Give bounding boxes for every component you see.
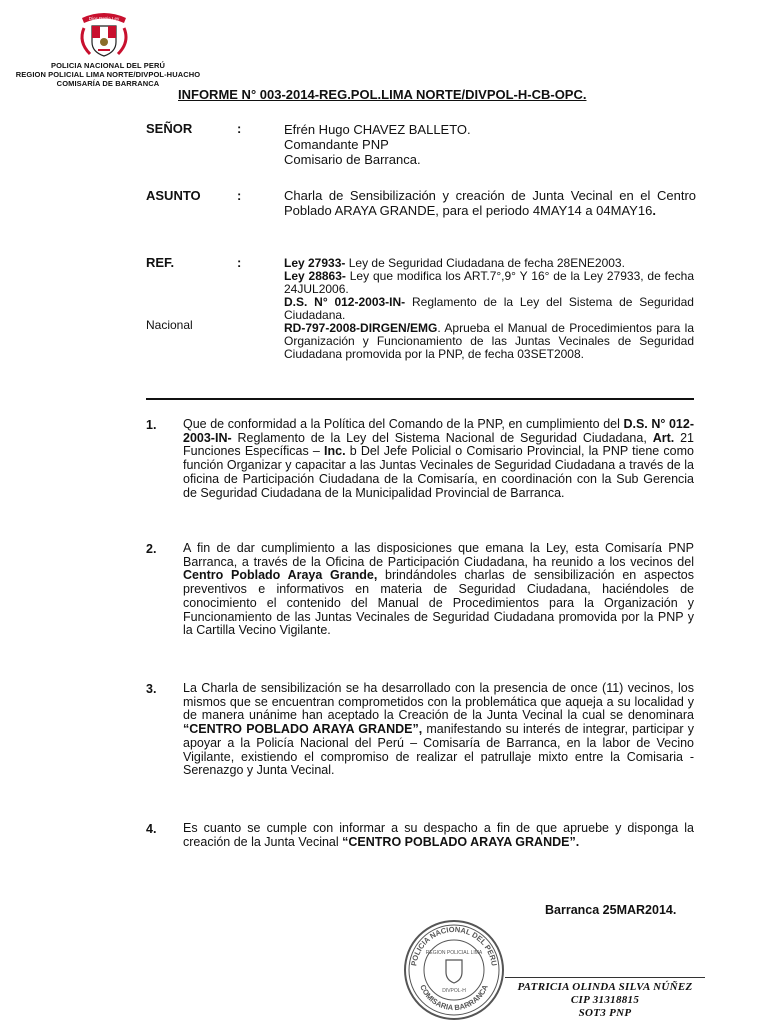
emblem-wreath-left xyxy=(82,28,90,54)
header-region: REGION POLICIAL LIMA NORTE/DIVPOL-HUACHO xyxy=(15,70,201,79)
header-institution: POLICIA NACIONAL DEL PERÚ xyxy=(50,61,166,70)
item-1-bold-ds: D.S. N° 012-2003-IN- xyxy=(183,417,694,445)
ref-item-ley-27933-text: Ley de Seguridad Ciudadana de fecha 28ENE2003. xyxy=(345,256,625,270)
section-divider xyxy=(146,398,694,400)
report-title: INFORME N° 003-2014-REG.POL.LIMA NORTE/DIVPOL-H-CB-OPC. xyxy=(178,87,587,102)
asunto-end: . xyxy=(652,203,656,218)
item-3-number: 3. xyxy=(146,682,157,696)
stamp-shield xyxy=(446,960,462,983)
item-1-paragraph xyxy=(183,418,694,500)
ref-item-ds-012-code: D.S. N° 012-2003-IN- xyxy=(284,295,406,309)
item-4-bold-centro: “CENTRO POBLADO ARAYA GRANDE”. xyxy=(342,834,580,849)
item-3-text-b: manifestando su interés de integrar, participar y apoyar a la Policía Nacional del Perú – Comisaría de Barranca, en la labor de Vecino Vigilante, existiendo el compromiso de realizar el patrullaje mixto entre la Comisaria - Serenazgo y Junta Vecinal. xyxy=(183,722,694,778)
asunto-colon: : xyxy=(237,188,242,203)
stamp-bottom-text: COMISARIA BARRANCA xyxy=(418,983,490,1013)
item-1-text-c: 21 Funciones Específicas – xyxy=(183,430,694,459)
asunto-text: Charla de Sensibilización y creación de Junta Vecinal en el Centro Poblado ARAYA GRANDE, para el periodo 4MAY14 a 04MAY16 xyxy=(284,188,696,218)
asunto-value xyxy=(284,188,696,218)
item-4-text-a: Es cuanto se cumple con informar a su despacho a fin de que apruebe y disponga la creación de la Junta Vecinal xyxy=(183,821,694,849)
emblem-motto: Dios Patria Ley xyxy=(88,16,120,21)
ref-item-ley-28863-text: Ley que modifica los ART.7°,9° Y 16° de la Ley 27933, de fecha 24JUL2006. xyxy=(284,269,694,296)
signature-name: PATRICIA OLINDA SILVA NÚÑEZ xyxy=(517,981,693,993)
stamp-mid-text: DIVPOL-H xyxy=(442,988,466,994)
item-1-text-d: b Del Jefe Policial o Comisario Provincial, la PNP tiene como función Organizar y capacitar a las Juntas Vecinales de Seguridad Ciudadana a través de la oficina de Participación Ciudadana de la Comisaría, en coordinación con la Sub Gerencia de Seguridad Ciudadana de la Municipalidad Provincial de Barranca. xyxy=(183,444,694,500)
ref-item-ds-012 xyxy=(284,296,694,322)
signature-rank: SOT3 PNP xyxy=(578,1007,632,1019)
senor-label: SEÑOR xyxy=(146,121,193,136)
item-1-bold-inc: Inc. xyxy=(324,444,346,459)
item-4-paragraph xyxy=(183,822,694,849)
ref-item-rd-797-text: . Aprueba el Manual de Procedimientos para la Organización y Funcionamiento de las Juntas Vecinales de Seguridad Ciudadana promovida por la PNP, de fecha 03SET2008. xyxy=(284,321,694,361)
ref-item-ley-27933-code: Ley 27933- xyxy=(284,256,346,270)
item-1-text-a: Que de conformidad a la Política del Comando de la PNP, en cumplimiento del xyxy=(183,417,624,431)
item-3-bold-centro: “CENTRO POBLADO ARAYA GRANDE”, xyxy=(183,722,423,737)
ref-list xyxy=(284,257,694,361)
signature-cip: CIP 31318815 xyxy=(570,994,640,1006)
senor-value xyxy=(284,122,694,167)
ref-colon: : xyxy=(237,255,242,270)
ref-item-ley-28863 xyxy=(284,270,694,296)
item-2-bold-centro: Centro Poblado Araya Grande, xyxy=(183,568,378,583)
header-comisaria: COMISARÍA DE BARRANCA xyxy=(56,79,160,88)
ref-label: REF. xyxy=(146,255,175,270)
item-1-bold-art: Art. xyxy=(652,430,675,445)
stamp-inner-text: REGION POLICIAL LIMA xyxy=(425,950,483,956)
ref-side-label: Nacional xyxy=(146,318,193,332)
pnp-emblem-logo xyxy=(72,10,136,60)
item-3-paragraph xyxy=(183,682,694,778)
ref-item-rd-797 xyxy=(284,322,694,361)
ref-item-rd-797-code: RD-797-2008-DIRGEN/EMG xyxy=(284,321,438,335)
item-3-text-a: La Charla de sensibilización se ha desarrollado con la presencia de once (11) vecinos, los mismos que se encuentran comprometidos con la problemática que aqueja a su localidad y de manera unánime han aceptado la Creación de la Junta Vecinal la cual se denominara xyxy=(183,681,694,723)
emblem-wreath-right xyxy=(118,28,126,54)
comisaria-stamp xyxy=(402,918,506,1022)
asunto-label: ASUNTO xyxy=(146,188,201,203)
ref-item-ds-012-text: Reglamento de la Ley del Sistema de Seguridad Ciudadana. xyxy=(284,295,694,322)
ref-item-ley-28863-code: Ley 28863- xyxy=(284,269,346,283)
stamp-ring-text: POLICIA NACIONAL DEL PERU xyxy=(409,924,499,967)
senor-line-rank: Comandante PNP xyxy=(284,137,389,152)
item-2-number: 2. xyxy=(146,542,157,556)
item-2-paragraph xyxy=(183,542,694,638)
item-1-text-b: Reglamento de la Ley del Sistema Nacional de Seguridad Ciudadana, xyxy=(231,430,653,445)
signature-line xyxy=(505,977,705,978)
item-2-text-b: brindándoles charlas de sensibilización en aspectos preventivos e informativos en materia de Seguridad Ciudadana, haciéndoles de conocimiento el contenido del Manual de Procedimientos para la Organización y Funcionamiento de las Juntas Vecinales de Seguridad Ciudadana promovida por la PNP y la Cartilla Vecino Vigilante. xyxy=(183,568,694,638)
senor-line-role: Comisario de Barranca. xyxy=(284,152,421,167)
item-2-text-a: A fin de dar cumplimiento a las disposiciones que emana la Ley, esta Comisaría PNP Barranca, a través de la Oficina de Participación Ciudadana, ha reunido a los vecinos del xyxy=(183,541,694,569)
item-1-number: 1. xyxy=(146,418,157,432)
item-4-number: 4. xyxy=(146,822,157,836)
place-date: Barranca 25MAR2014. xyxy=(545,903,677,917)
senor-line-name: Efrén Hugo CHAVEZ BALLETO. xyxy=(284,122,471,137)
senor-colon: : xyxy=(237,121,242,136)
